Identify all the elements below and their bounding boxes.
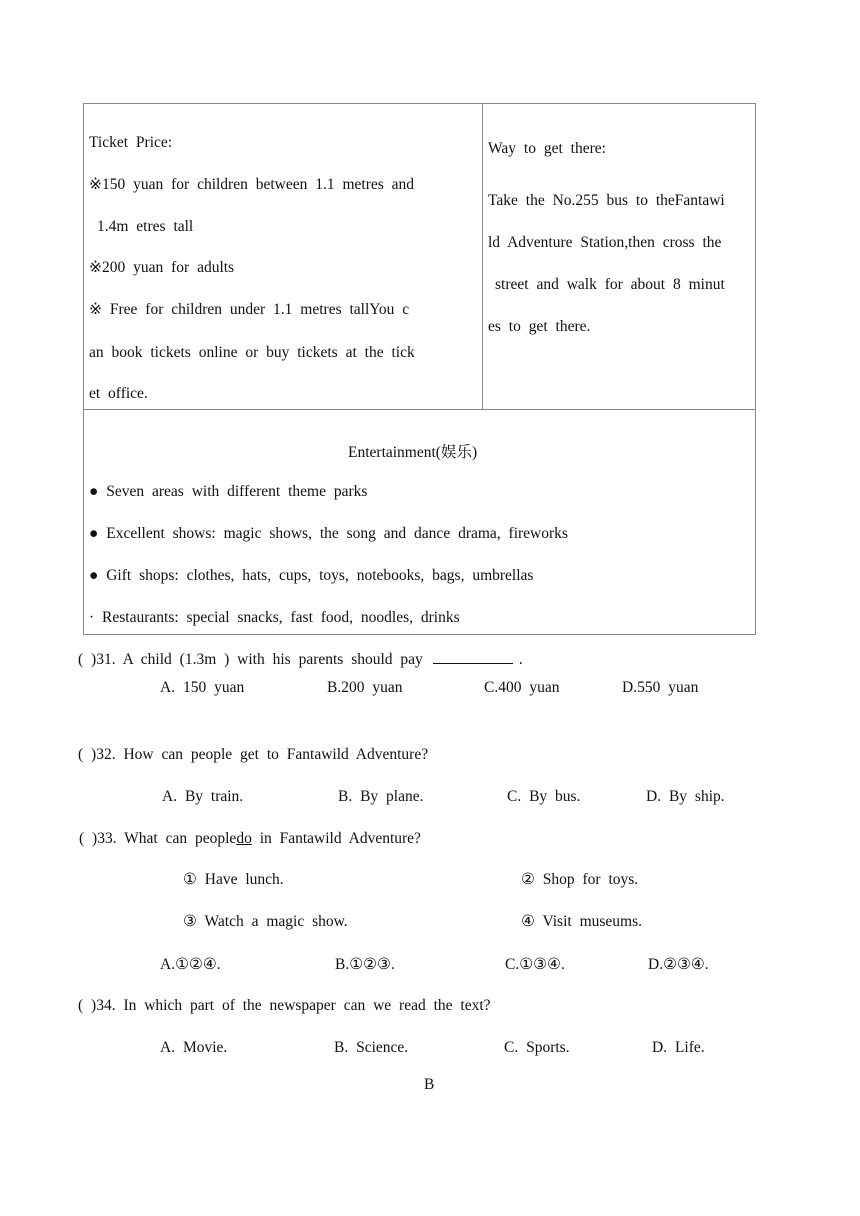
- q34-option-a: A. Movie.: [160, 1039, 228, 1056]
- q31-option-a: A. 150 yuan: [160, 679, 245, 696]
- table-row-divider: [83, 409, 756, 410]
- table-column-divider: [482, 103, 483, 409]
- q32-option-b: B. By plane.: [338, 788, 424, 805]
- entertainment-item: · Restaurants: special snacks, fast food, noodles, drinks: [89, 609, 460, 626]
- question-33-stem-end: in Fantawild Adventure?: [259, 830, 421, 847]
- q34-option-d: D. Life.: [652, 1039, 705, 1056]
- q31-option-c: C.400 yuan: [484, 679, 560, 696]
- way-line: Take the No.255 bus to theFantawi: [488, 192, 725, 209]
- question-33: [79, 830, 421, 848]
- q33-option-c: C.①③④.: [505, 956, 565, 973]
- q31-option-d: D.550 yuan: [622, 679, 699, 696]
- ticket-price-line: ※ Free for children under 1.1 metres tallYou c: [89, 301, 410, 318]
- question-31-stem: ( )31. A child (1.3m ) with his parents should pay: [78, 651, 423, 668]
- q31-option-b: B.200 yuan: [327, 679, 403, 696]
- q33-choice-2: ② Shop for toys.: [521, 871, 639, 888]
- q32-option-a: A. By train.: [162, 788, 244, 805]
- q33-choice-3: ③ Watch a magic show.: [183, 913, 348, 930]
- ticket-price-line: 1.4m etres tall: [97, 218, 194, 235]
- q33-option-b: B.①②③.: [335, 956, 395, 973]
- way-line: street and walk for about 8 minut: [495, 276, 725, 293]
- ticket-price-line: ※150 yuan for children between 1.1 metres and: [89, 176, 415, 193]
- question-33-underlined: do: [236, 830, 252, 847]
- question-31: [78, 649, 523, 669]
- ticket-price-heading: Ticket Price:: [89, 134, 173, 151]
- q33-option-a: A.①②④.: [160, 956, 221, 973]
- q33-choice-4: ④ Visit museums.: [521, 913, 643, 930]
- entertainment-item: ● Gift shops: clothes, hats, cups, toys, notebooks, bags, umbrellas: [89, 567, 534, 584]
- q32-option-c: C. By bus.: [507, 788, 581, 805]
- q34-option-c: C. Sports.: [504, 1039, 570, 1056]
- q33-choice-1: ① Have lunch.: [183, 871, 284, 888]
- ticket-price-line: et office.: [89, 385, 148, 402]
- ticket-price-line: ※200 yuan for adults: [89, 259, 235, 276]
- question-32-stem: ( )32. How can people get to Fantawild Adventure?: [78, 746, 429, 763]
- question-31-end: .: [518, 651, 523, 668]
- entertainment-heading: Entertainment(娱乐): [348, 444, 478, 461]
- section-b-heading: B: [424, 1076, 435, 1093]
- ticket-price-line: an book tickets online or buy tickets at the tick: [89, 344, 415, 361]
- way-line: es to get there.: [488, 318, 591, 335]
- q33-option-d: D.②③④.: [648, 956, 709, 973]
- question-33-stem: ( )33. What can people: [79, 830, 237, 847]
- answer-blank[interactable]: [433, 649, 513, 664]
- way-line: ld Adventure Station,then cross the: [488, 234, 722, 251]
- entertainment-item: ● Excellent shows: magic shows, the song and dance drama, fireworks: [89, 525, 568, 542]
- q32-option-d: D. By ship.: [646, 788, 725, 805]
- question-34-stem: ( )34. In which part of the newspaper can we read the text?: [78, 997, 491, 1014]
- entertainment-item: ● Seven areas with different theme parks: [89, 483, 368, 500]
- way-heading: Way to get there:: [488, 140, 606, 157]
- q34-option-b: B. Science.: [334, 1039, 409, 1056]
